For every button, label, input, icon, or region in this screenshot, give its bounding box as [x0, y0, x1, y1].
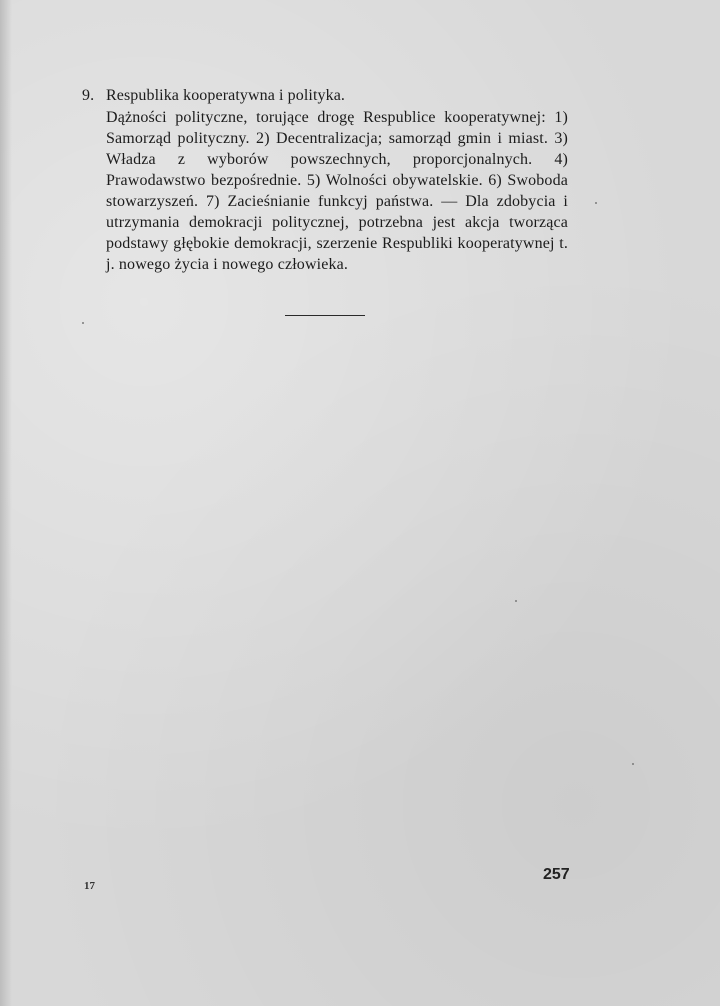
section-body: Dążności polityczne, torujące drogę Respublice kooperatywnej: 1) Samorząd polityczny. 2) Decentralizacja; samorząd gmin i miast. 3) Władza z wyborów powszechnych, proporcjonalnych. 4) Prawodawstwo bezpośrednie. 5) Wolności obywatelskie. 6) Swoboda stowarzyszeń. 7) Zacieśnianie funkcyj państwa. — Dla zdobycia i utrzymania demokracji politycznej, potrzebna jest akcja tworząca podstawy głębokie demokracji, szerzenie Respubliki kooperatywnej t. j. nowego życia i nowego człowieka. [106, 109, 568, 273]
printer-signature: 17 [84, 880, 95, 892]
scan-speck [82, 322, 84, 324]
separator-rule [285, 315, 365, 316]
scan-speck [595, 202, 597, 204]
scan-speck [515, 600, 517, 602]
page-number: 257 [543, 866, 570, 883]
scan-speck [632, 763, 634, 765]
section-number: 9. [82, 87, 95, 104]
section-heading [82, 85, 568, 107]
section-title: Respublika kooperatywna i polityka. [106, 87, 346, 104]
section-9 [82, 85, 568, 275]
page-edge-shadow [0, 0, 12, 1006]
